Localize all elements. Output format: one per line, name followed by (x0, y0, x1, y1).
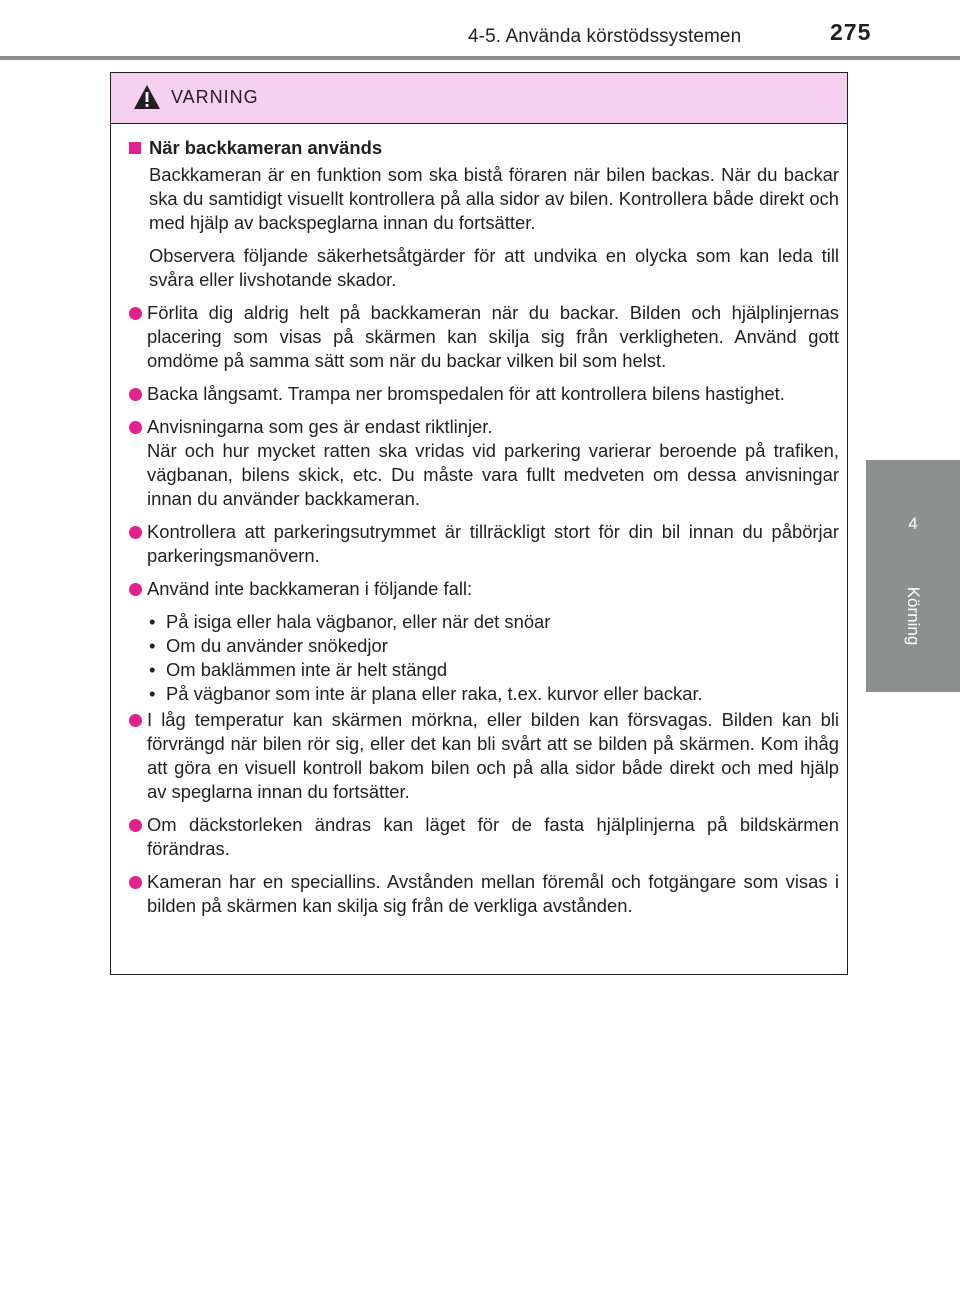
list-item (129, 813, 839, 861)
list-item-text: Backa långsamt. Trampa ner bromspedalen för att kontrollera bilens hastighet. (147, 383, 785, 404)
chapter-number: 4 (908, 514, 918, 533)
warning-body (111, 124, 847, 918)
sub-list-item: • Om du använder snökedjor (129, 634, 839, 658)
warning-label: VARNING (171, 87, 259, 107)
square-bullet-icon (129, 142, 141, 154)
list-item-text (147, 415, 839, 511)
intro-paragraph-1: Backkameran är en funktion som ska bistå föraren när bilen backas. När du backar ska du samtidigt visuellt kontrollera på alla sidor av bilen. Kontrollera både direkt och med hjälp av backspeglarna innan du fortsätter. (149, 164, 839, 233)
list-item-text: Kameran har en speciallins. Avstånden mellan föremål och fotgängare som visas i bilden på skärmen kan skilja sig från de verkliga avstånden. (147, 871, 839, 916)
list-item-text: I låg temperatur kan skärmen mörkna, eller bilden kan försvagas. Bilden kan bli förvrängd när bilen rör sig, eller det kan bli svårt att se bilden på skärmen. Kom ihåg att göra en visuell kontroll bakom bilen och på alla sidor både direkt och med hjälp av speglarna innan du fortsätter. (147, 709, 839, 802)
page-number: 275 (830, 19, 872, 45)
sub-list (129, 610, 839, 706)
sub-list-item: • Om baklämmen inte är helt stängd (129, 658, 839, 682)
warning-header (111, 73, 847, 124)
warning-heading (129, 136, 839, 160)
list-item (129, 520, 839, 568)
header-rule (0, 56, 960, 60)
warning-box (110, 72, 848, 975)
sub-list-item: • På isiga eller hala vägbanor, eller när det snöar (129, 610, 839, 634)
list-item (129, 870, 839, 918)
bullet-dot-icon (129, 714, 142, 727)
bullet-dot-icon (129, 388, 142, 401)
list-item-line: Anvisningarna som ges är endast riktlinjer. (147, 416, 493, 437)
section-title: 4-5. Använda körstödssystemen (468, 26, 742, 47)
bullet-dot-icon (129, 583, 142, 596)
list-item (129, 382, 839, 406)
bullet-dot-icon (129, 307, 142, 320)
list-item (129, 301, 839, 373)
warning-heading-text: När backkameran används (149, 137, 383, 158)
sub-list-item: • På vägbanor som inte är plana eller raka, t.ex. kurvor eller backar. (129, 682, 839, 706)
list-item-text: Förlita dig aldrig helt på backkameran när du backar. Bilden och hjälplinjernas placering som visas på skärmen kan skilja sig från verkligheten. Använd gott omdöme på samma sätt som när du backar vilken bil som helst. (147, 302, 839, 371)
list-item-text: Kontrollera att parkeringsutrymmet är tillräckligt stort för din bil innan du påbörjar parkeringsmanövern. (147, 521, 839, 566)
bullet-dot-icon (129, 819, 142, 832)
list-item (129, 415, 839, 511)
bullet-dot-icon (129, 421, 142, 434)
list-item-line: När och hur mycket ratten ska vridas vid parkering varierar beroende på trafiken, vägbanan, bilens skick, etc. Du måste vara fullt medveten om dessa anvisningar innan du använder backkameran. (147, 440, 839, 509)
bullet-dot-icon (129, 876, 142, 889)
chapter-tab (866, 460, 960, 692)
intro-paragraph-2: Observera följande säkerhetsåtgärder för att undvika en olycka som kan leda till svåra eller livshotande skador. (149, 245, 839, 290)
list-item (129, 708, 839, 804)
list-item (129, 577, 839, 601)
chapter-label: Körning (904, 586, 923, 646)
bullet-dot-icon (129, 526, 142, 539)
list-item-text: Om däckstorleken ändras kan läget för de fasta hjälplinjerna på bildskärmen förändras. (147, 814, 839, 859)
warning-triangle-icon (133, 84, 161, 110)
list-item-text: Använd inte backkameran i följande fall: (147, 578, 473, 599)
